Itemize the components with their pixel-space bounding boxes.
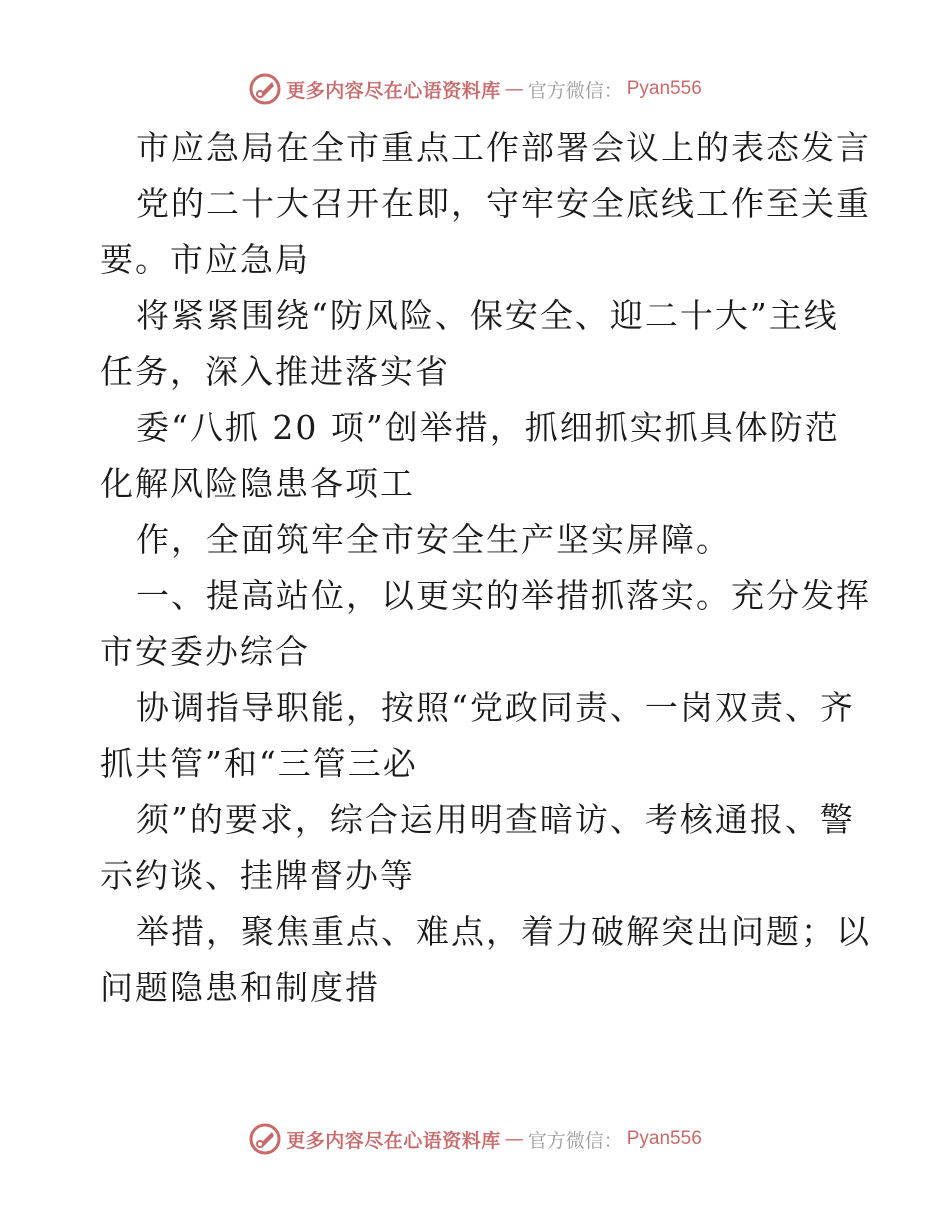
watermark-side-text: 官方微信：	[527, 1129, 623, 1152]
paragraph-line: 委“八抓 20 项”创举措，抓细抓实抓具体防范	[136, 408, 840, 447]
header-watermark	[0, 72, 950, 106]
watermark-main-text: 更多内容尽在心语资料库	[286, 1129, 501, 1152]
watermark-main-text: 更多内容尽在心语资料库	[286, 79, 501, 102]
paragraph-line: 问题隐患和制度措	[100, 968, 380, 1007]
document-body	[100, 120, 871, 1016]
quill-circle-icon	[248, 1122, 282, 1156]
footer-watermark	[0, 1122, 950, 1156]
paragraph-line: 抓共管”和“三管三必	[100, 744, 418, 783]
paragraph-line: 举措，聚焦重点、难点，着力破解突出问题；以	[136, 912, 871, 951]
paragraph-line: 示约谈、挂牌督办等	[100, 856, 415, 895]
watermark-id: Pyan556	[626, 78, 702, 99]
paragraph-line: 作，全面筑牢全市安全生产坚实屏障。	[136, 520, 731, 559]
watermark-id: Pyan556	[626, 1128, 702, 1149]
watermark-side-text: 官方微信：	[527, 79, 623, 102]
watermark-separator: —	[504, 1128, 524, 1150]
document-title-line: 市应急局在全市重点工作部署会议上的表态发言	[136, 128, 871, 167]
paragraph-line: 任务，深入推进落实省	[100, 352, 450, 391]
paragraph-line: 一、提高站位，以更实的举措抓落实。充分发挥	[136, 576, 871, 615]
paragraph-line: 市安委办综合	[100, 632, 310, 671]
paragraph-line: 将紧紧围绕“防风险、保安全、迎二十大”主线	[136, 296, 839, 335]
paragraph-line: 化解风险隐患各项工	[100, 464, 415, 503]
quill-circle-icon	[248, 72, 282, 106]
watermark-separator: —	[504, 78, 524, 100]
paragraph-line: 要。市应急局	[100, 240, 310, 279]
paragraph-line: 须”的要求，综合运用明查暗访、考核通报、警	[136, 800, 855, 839]
paragraph-line: 协调指导职能，按照“党政同责、一岗双责、齐	[136, 688, 855, 727]
paragraph-line: 党的二十大召开在即，守牢安全底线工作至关重	[136, 184, 871, 223]
